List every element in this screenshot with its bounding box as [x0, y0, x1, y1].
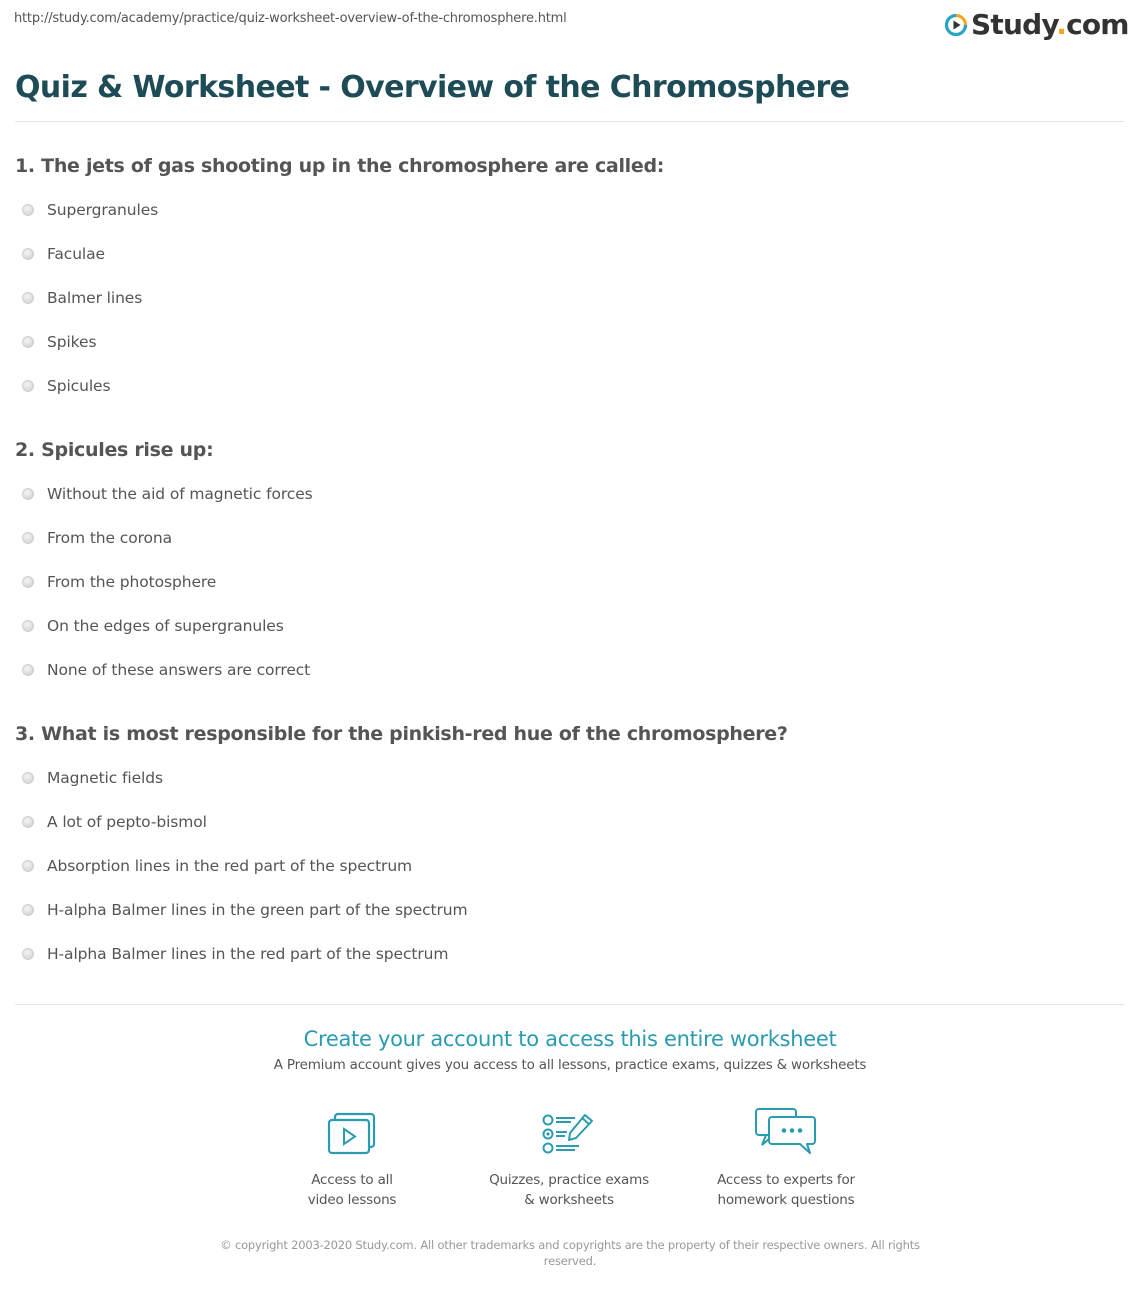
cta-divider: [15, 1004, 1125, 1005]
logo-text-tld: com: [1066, 8, 1129, 41]
radio-button[interactable]: [22, 336, 34, 348]
radio-button[interactable]: [22, 532, 34, 544]
radio-button[interactable]: [22, 380, 34, 392]
radio-button[interactable]: [22, 488, 34, 500]
option-label: Magnetic fields: [47, 769, 163, 787]
radio-button[interactable]: [22, 904, 34, 916]
option[interactable]: [22, 571, 216, 593]
option-label: Supergranules: [47, 201, 159, 219]
feature-quizzes: [469, 1108, 669, 1210]
feature-label-line1: Access to all: [311, 1172, 393, 1188]
radio-button[interactable]: [22, 292, 34, 304]
create-account-link[interactable]: Create your account to access this entire worksheet: [303, 1027, 837, 1051]
option-label: Spicules: [47, 377, 111, 395]
option-label: Spikes: [47, 333, 97, 351]
option[interactable]: [22, 375, 110, 397]
option[interactable]: [22, 331, 96, 353]
radio-button[interactable]: [22, 860, 34, 872]
option[interactable]: [22, 615, 284, 637]
feature-label-line2: video lessons: [307, 1192, 397, 1208]
option-label: From the corona: [47, 529, 173, 547]
option-label: A lot of pepto-bismol: [47, 813, 207, 831]
logo-dot: .: [1056, 8, 1067, 41]
logo-wordmark: [971, 8, 1129, 42]
feature-label: [252, 1170, 452, 1210]
feature-label: [686, 1170, 886, 1210]
page-url: http://study.com/academy/practice/quiz-worksheet-overview-of-the-chromosphere.html: [14, 11, 567, 26]
option-label: Faculae: [47, 245, 105, 263]
option-label: From the photosphere: [47, 573, 217, 591]
radio-button[interactable]: [22, 948, 34, 960]
option-label: H-alpha Balmer lines in the red part of the spectrum: [47, 945, 449, 963]
feature-label-line1: Quizzes, practice exams: [489, 1172, 649, 1188]
option-label: Absorption lines in the red part of the spectrum: [47, 857, 413, 875]
option[interactable]: [22, 287, 142, 309]
option[interactable]: [22, 811, 207, 833]
video-lessons-icon: [326, 1108, 378, 1160]
option[interactable]: [22, 943, 448, 965]
copyright-footer: © copyright 2003-2020 Study.com. All other trademarks and copyrights are the property of their respective owners. All rights reserved.: [220, 1238, 920, 1268]
question-2: 2. Spicules rise up:: [15, 439, 214, 461]
option[interactable]: [22, 855, 412, 877]
option-label: Balmer lines: [47, 289, 143, 307]
radio-button[interactable]: [22, 664, 34, 676]
radio-button[interactable]: [22, 204, 34, 216]
option[interactable]: [22, 527, 172, 549]
radio-button[interactable]: [22, 772, 34, 784]
feature-label-line2: & worksheets: [524, 1192, 614, 1208]
radio-button[interactable]: [22, 816, 34, 828]
feature-label: [469, 1170, 669, 1210]
option[interactable]: [22, 243, 105, 265]
option-label: On the edges of supergranules: [47, 617, 284, 635]
feature-label-line1: Access to experts for: [717, 1172, 855, 1188]
feature-label-line2: homework questions: [717, 1192, 855, 1208]
option[interactable]: [22, 899, 468, 921]
option[interactable]: [22, 767, 163, 789]
option-label: H-alpha Balmer lines in the green part of the spectrum: [47, 901, 468, 919]
radio-button[interactable]: [22, 576, 34, 588]
option[interactable]: [22, 659, 310, 681]
chat-bubbles-icon: [755, 1108, 817, 1160]
radio-button[interactable]: [22, 620, 34, 632]
option[interactable]: [22, 483, 313, 505]
option-label: None of these answers are correct: [47, 661, 311, 679]
play-circle-logo-icon: [944, 13, 968, 37]
cta-subtitle: A Premium account gives you access to all lessons, practice exams, quizzes & worksheets: [273, 1057, 867, 1073]
radio-button[interactable]: [22, 248, 34, 260]
title-divider: [15, 121, 1125, 122]
question-1: 1. The jets of gas shooting up in the chromosphere are called:: [15, 155, 665, 177]
option[interactable]: [22, 199, 158, 221]
feature-experts: [686, 1108, 886, 1210]
logo-text-main: Study: [971, 8, 1057, 41]
option-label: Without the aid of magnetic forces: [47, 485, 313, 503]
page-title: Quiz & Worksheet - Overview of the Chromosphere: [15, 70, 850, 105]
study-com-logo[interactable]: [944, 8, 1129, 42]
feature-video-lessons: [252, 1108, 452, 1210]
question-3: 3. What is most responsible for the pinkish-red hue of the chromosphere?: [15, 723, 788, 745]
quiz-checklist-icon: [541, 1108, 597, 1160]
